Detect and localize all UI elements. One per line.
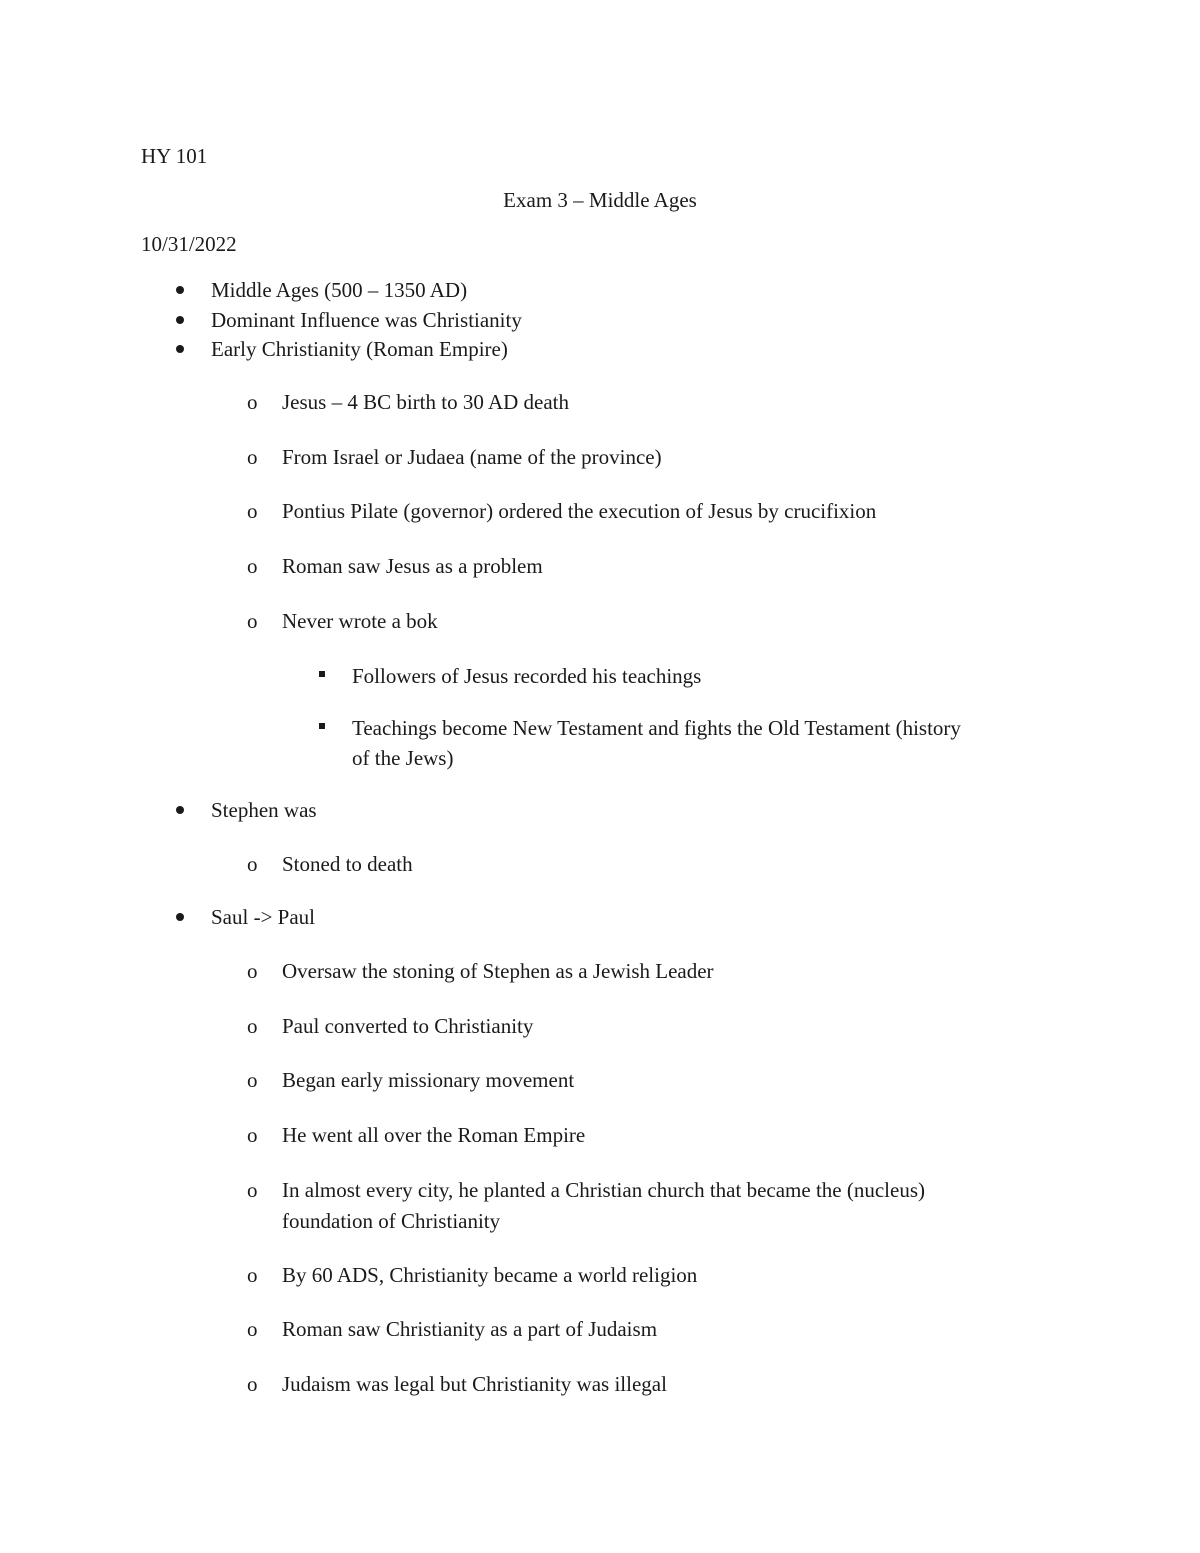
circle-bullet-icon: o [247, 445, 258, 469]
circle-bullet-icon: o [247, 609, 258, 633]
bullet-icon [176, 913, 184, 921]
bullet-icon [176, 806, 184, 814]
circle-bullet-icon: o [247, 1123, 258, 1147]
square-bullet-icon [319, 723, 325, 729]
bullet-icon [176, 316, 184, 324]
circle-bullet-icon: o [247, 1014, 258, 1038]
circle-bullet-icon: o [247, 1263, 258, 1287]
circle-bullet-icon: o [247, 499, 258, 523]
circle-bullet-icon: o [247, 554, 258, 578]
circle-bullet-icon: o [247, 390, 258, 414]
page-title: Exam 3 – Middle Ages [503, 188, 697, 212]
circle-bullet-icon: o [247, 1317, 258, 1341]
course-code: HY 101 [141, 144, 208, 168]
circle-bullet-icon: o [247, 1372, 258, 1396]
date: 10/31/2022 [141, 232, 237, 256]
circle-bullet-icon: o [247, 1068, 258, 1092]
bullet-icon [176, 286, 184, 294]
square-bullet-icon [319, 671, 325, 677]
circle-bullet-icon: o [247, 959, 258, 983]
circle-bullet-icon: o [247, 1178, 258, 1202]
bullet-icon [176, 345, 184, 353]
circle-bullet-icon: o [247, 852, 258, 876]
